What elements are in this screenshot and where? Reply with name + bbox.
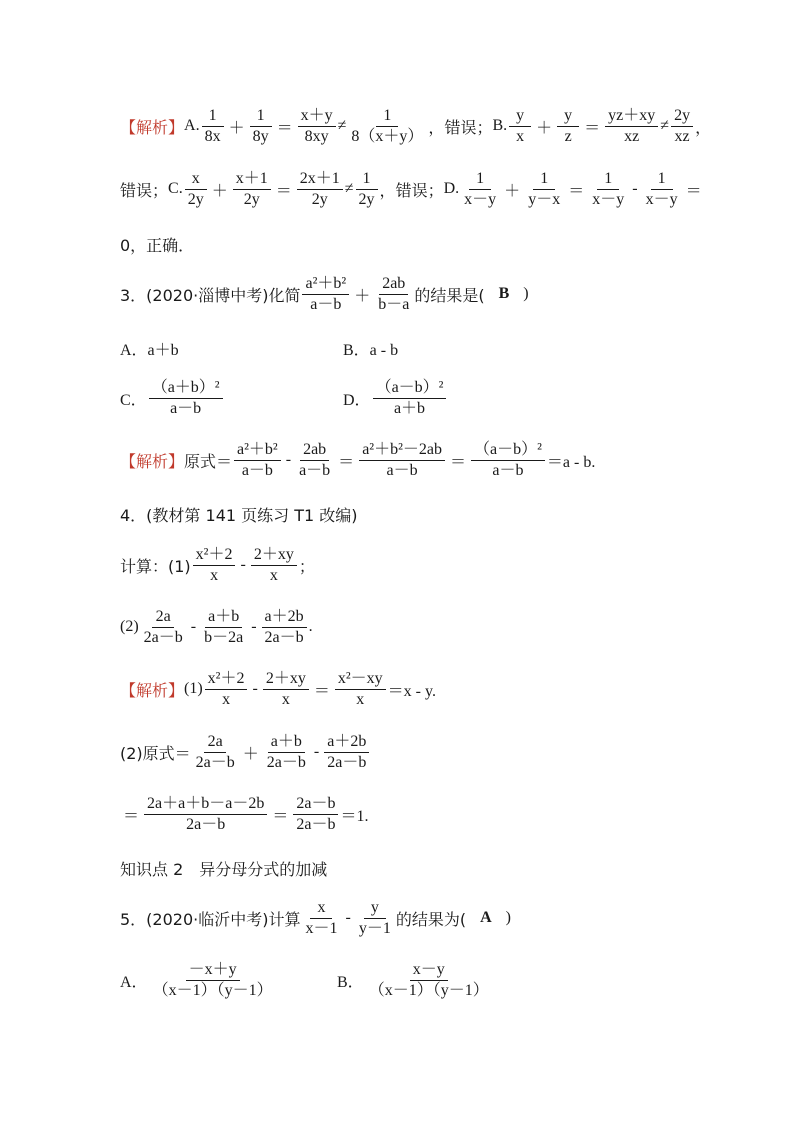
- fraction: $\frac{2x+1}{2y}$: [297, 169, 343, 210]
- q4-part2: (2) $\frac{2a}{2a-b}$ - $\frac{a+b}{b-2a}$ - $\frac{a+2b}{2a-b}$ .: [120, 607, 313, 646]
- q4-part1: 计算：(1) $\frac{\text{x²＋2}}{x}$ - $\frac{2+xy}{x}$ ；: [120, 545, 315, 584]
- question-4: 4．(教材第 141 页练习 T1 改编): [120, 505, 358, 525]
- q3-option-d: D． $\frac{\text{（a－b）²}}{a+b}$: [343, 378, 448, 418]
- q2-analysis-end: 0，正确．: [120, 235, 195, 255]
- answer-mark: B: [498, 285, 510, 302]
- q3-option-b: B．a - b: [343, 341, 399, 359]
- fraction: $\frac{x+1}{2y}$: [233, 169, 271, 210]
- fraction: $\frac{2y}{xz}$: [671, 106, 693, 147]
- q3-analysis: 【解析】 原式＝ $\frac{\text{a²＋b²}}{a-b}$ - $\frac{2ab}{a-b}$ ＝ $\frac{\text{a²＋b²－2ab}}{a-b}$ ＝ $\frac{\text{（a－b）²}}{a-b}$ ＝a - b.: [120, 440, 596, 479]
- fraction: $\frac{x-y}{(x-1)(y-1)}$: [368, 960, 489, 999]
- option-label: B.: [492, 117, 508, 134]
- fraction: $\frac{\text{（a－b）²}}{a+b}$: [373, 378, 447, 419]
- q5-option-b: B． $\frac{x-y}{(x-1)(y-1)}$: [337, 960, 494, 1000]
- fraction: $\frac{2ab}{b-a}$: [378, 274, 410, 313]
- fraction: $\frac{2a+a+b-a-2b}{2a-b}$: [144, 794, 267, 835]
- q5-option-a: A． $\frac{-x+y}{(x-1)(y-1)}$: [120, 960, 278, 1000]
- analysis-tag: 【解析】: [120, 117, 185, 137]
- fraction: $\frac{y}{z}$: [557, 106, 579, 147]
- fraction: $\frac{\text{（a－b）²}}{a-b}$: [471, 440, 545, 481]
- option-label: C.: [168, 180, 183, 197]
- q2-analysis-line1: 【解析】 A. $\frac{1}{8x}$ ＋ $\frac{1}{8y}$ ＝ $\frac{x+y}{8xy}$ ≠ $\frac{1}{8(x+y)}$ ， 错误 ； B. $\frac{y}{x}$ ＋ $\frac{y}{z}$ ＝ $\frac{yz+xy}{xz}$ ≠ $\frac{2y}{xz}$ ，: [120, 106, 712, 145]
- q4-analysis-3: ＝ $\frac{2a+a+b-a-2b}{2a-b}$ ＝ $\frac{2a-b}{2a-b}$ ＝1.: [123, 794, 369, 833]
- question-3: 3．(2020·淄博中考)化简 $\frac{\text{a²＋b²}}{a-b}$ ＋ $\frac{2ab}{b-a}$ 的结果是( B ): [120, 274, 529, 313]
- fraction: $\frac{y}{x}$: [509, 106, 531, 147]
- fraction: $\frac{1}{x-y}$: [592, 169, 625, 208]
- fraction: $\frac{-x+y}{(x-1)(y-1)}$: [152, 960, 273, 999]
- fraction: $\frac{1}{2y}$: [356, 169, 378, 210]
- fraction: $\frac{2a-b}{2a-b}$: [293, 794, 338, 835]
- fraction: $\frac{yz+xy}{xz}$: [605, 106, 658, 147]
- fraction: $\frac{2+xy}{x}$: [263, 669, 309, 710]
- q3-option-c: C． $\frac{\text{（a＋b）²}}{a-b}$: [120, 378, 225, 418]
- knowledge-point-heading: 知识点 2 异分母分式的加减: [120, 859, 328, 879]
- fraction: $\frac{a+b}{2a-b}$: [266, 732, 306, 771]
- fraction: $\frac{y}{y-1}$: [358, 898, 391, 937]
- fraction: $\frac{1}{8x}$: [202, 106, 224, 147]
- fraction: $\frac{\text{x²＋2}}{x}$: [205, 669, 248, 710]
- fraction: $\frac{\text{x²＋2}}{x}$: [193, 545, 236, 586]
- fraction: $\frac{1}{y-x}$: [528, 169, 561, 208]
- option-label: A.: [184, 117, 200, 134]
- fraction: $\frac{2ab}{a-b}$: [299, 440, 331, 479]
- fraction: $\frac{x}{x-1}$: [305, 898, 338, 937]
- fraction: $\frac{\text{x²－xy}}{x}$: [335, 669, 386, 710]
- option-label: D.: [443, 180, 460, 197]
- fraction: $\frac{\text{a²＋b²}}{a-b}$: [302, 274, 349, 315]
- fraction: $\frac{1}{x-y}$: [645, 169, 678, 208]
- fraction: $\frac{2a}{2a-b}$: [143, 607, 183, 646]
- q4-analysis-1: 【解析】 (1) $\frac{\text{x²＋2}}{x}$ - $\frac{2+xy}{x}$ ＝ $\frac{\text{x²－xy}}{x}$ ＝x - y.: [120, 669, 436, 708]
- q3-option-a: A．a＋b: [120, 341, 179, 359]
- answer-mark: A: [480, 909, 492, 926]
- fraction: $\frac{2+xy}{x}$: [251, 545, 297, 586]
- fraction: $\frac{a+b}{b-2a}$: [204, 607, 244, 646]
- fraction: $\frac{x+y}{8xy}$: [298, 106, 336, 147]
- fraction: $\frac{a+2b}{2a-b}$: [262, 607, 307, 648]
- fraction: $\frac{\text{a²＋b²－2ab}}{a-b}$: [359, 440, 445, 481]
- q2-analysis-line2: 错误 ； C. $\frac{x}{2y}$ ＋ $\frac{x+1}{2y}$ ＝ $\frac{2x+1}{2y}$ ≠ $\frac{1}{2y}$ ， 错误 ； D. $\frac{1}{x-y}$ ＋ $\frac{1}{y-x}$ ＝ $\frac{1}{x-y}$ - $\frac{1}{x-y}$ ＝: [120, 169, 702, 208]
- fraction: $\frac{1}{x-y}$: [464, 169, 497, 208]
- fraction: $\frac{a+2b}{2a-b}$: [324, 732, 369, 773]
- fraction: $\frac{2a}{2a-b}$: [195, 732, 235, 771]
- fraction: $\frac{x}{2y}$: [185, 169, 207, 210]
- fraction: $\frac{\text{a²＋b²}}{a-b}$: [234, 440, 281, 481]
- fraction: $\frac{1}{8y}$: [250, 106, 272, 147]
- question-5: 5．(2020·临沂中考)计算 $\frac{x}{x-1}$ - $\frac{y}{y-1}$ 的结果为( A ): [120, 898, 511, 937]
- fraction: $\frac{1}{8(x+y)}$: [351, 106, 424, 145]
- fraction: $\frac{\text{（a＋b）²}}{a-b}$: [149, 378, 223, 419]
- q4-analysis-2: (2)原式＝ $\frac{2a}{2a-b}$ ＋ $\frac{a+b}{2a-b}$ - $\frac{a+2b}{2a-b}$: [120, 732, 371, 772]
